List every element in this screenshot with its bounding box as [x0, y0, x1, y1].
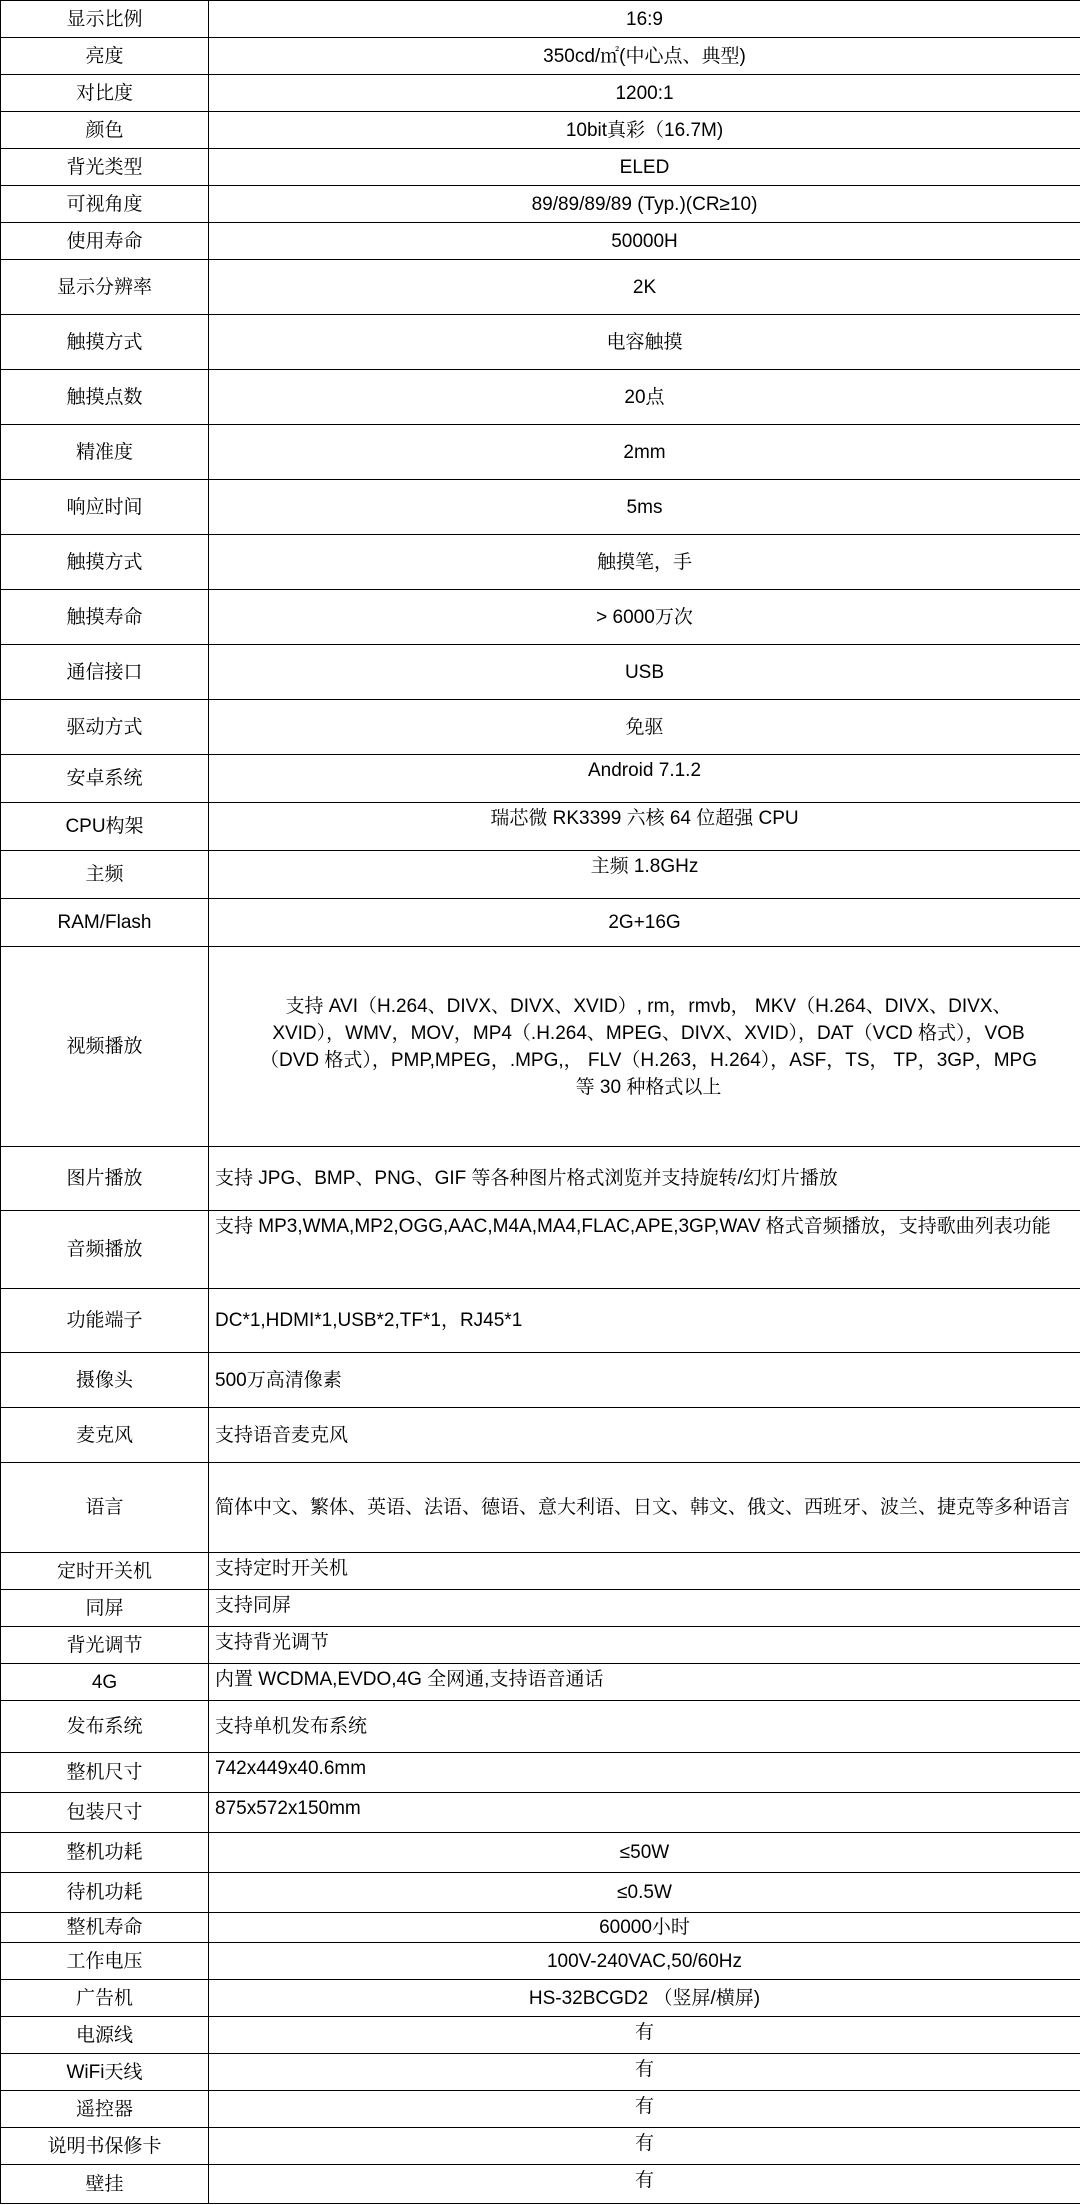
spec-value: > 6000万次 [209, 590, 1080, 645]
spec-label: 主频 [1, 851, 209, 899]
spec-label: 响应时间 [1, 480, 209, 535]
spec-value: 支持同屏 [209, 1590, 1080, 1627]
table-row [1, 1627, 1080, 1664]
table-row [1, 899, 1080, 947]
spec-label: 触摸点数 [1, 370, 209, 425]
table-row [1, 1353, 1080, 1408]
spec-label: 触摸方式 [1, 315, 209, 370]
spec-label: 视频播放 [1, 947, 209, 1147]
spec-value: 500万高清像素 [209, 1353, 1080, 1408]
spec-label: 说明书保修卡 [1, 2128, 209, 2165]
table-row [1, 223, 1080, 260]
spec-label: 可视角度 [1, 186, 209, 223]
table-row [1, 1590, 1080, 1627]
spec-value: Android 7.1.2 [209, 755, 1080, 803]
spec-value: 875x572x150mm [209, 1793, 1080, 1833]
spec-value: 60000小时 [209, 1913, 1080, 1943]
table-row [1, 260, 1080, 315]
spec-label: 功能端子 [1, 1289, 209, 1353]
spec-label: 图片播放 [1, 1147, 209, 1211]
spec-value: HS-32BCGD2 （竖屏/横屏) [209, 1980, 1080, 2017]
spec-label: 同屏 [1, 1590, 209, 1627]
table-row [1, 2128, 1080, 2165]
spec-value: 2mm [209, 425, 1080, 480]
spec-label: 触摸方式 [1, 535, 209, 590]
table-row [1, 1833, 1080, 1873]
spec-value: 有 [209, 2017, 1080, 2054]
spec-value: 支持 MP3,WMA,MP2,OGG,AAC,M4A,MA4,FLAC,APE,3GP,WAV 格式音频播放，支持歌曲列表功能 [209, 1211, 1080, 1289]
table-row [1, 1408, 1080, 1463]
spec-value: 有 [209, 2054, 1080, 2091]
spec-value: ≤50W [209, 1833, 1080, 1873]
spec-value: 50000H [209, 223, 1080, 260]
spec-value: 电容触摸 [209, 315, 1080, 370]
spec-label: 安卓系统 [1, 755, 209, 803]
table-row [1, 1463, 1080, 1553]
table-row [1, 1913, 1080, 1943]
table-row [1, 112, 1080, 149]
table-row [1, 1289, 1080, 1353]
spec-label: 显示比例 [1, 1, 209, 38]
spec-label: 背光类型 [1, 149, 209, 186]
spec-label: 通信接口 [1, 645, 209, 700]
table-row [1, 1, 1080, 38]
spec-value: 支持定时开关机 [209, 1553, 1080, 1590]
table-row [1, 645, 1080, 700]
spec-label: 壁挂 [1, 2165, 209, 2204]
spec-value: 742x449x40.6mm [209, 1753, 1080, 1793]
table-row [1, 1753, 1080, 1793]
table-row [1, 1701, 1080, 1753]
table-row [1, 315, 1080, 370]
spec-value: ELED [209, 149, 1080, 186]
spec-value: 20点 [209, 370, 1080, 425]
table-row [1, 1664, 1080, 1701]
table-row [1, 2165, 1080, 2204]
table-row [1, 1211, 1080, 1289]
spec-label: 使用寿命 [1, 223, 209, 260]
spec-label: CPU构架 [1, 803, 209, 851]
spec-label: 语言 [1, 1463, 209, 1553]
spec-label: WiFi天线 [1, 2054, 209, 2091]
spec-label: 驱动方式 [1, 700, 209, 755]
spec-label: 待机功耗 [1, 1873, 209, 1913]
spec-label: 背光调节 [1, 1627, 209, 1664]
spec-value: 简体中文、繁体、英语、法语、德语、意大利语、日文、韩文、俄文、西班牙、波兰、捷克等多种语言 [209, 1463, 1080, 1553]
table-row [1, 851, 1080, 899]
table-row [1, 1873, 1080, 1913]
spec-value: 触摸笔，手 [209, 535, 1080, 590]
spec-label: 音频播放 [1, 1211, 209, 1289]
table-row [1, 38, 1080, 75]
spec-value: 16:9 [209, 1, 1080, 38]
table-row [1, 1943, 1080, 1980]
spec-value: 350cd/㎡(中心点、典型) [209, 38, 1080, 75]
spec-value: 10bit真彩（16.7M) [209, 112, 1080, 149]
spec-label: 整机寿命 [1, 1913, 209, 1943]
spec-value: 2G+16G [209, 899, 1080, 947]
spec-value: 2K [209, 260, 1080, 315]
spec-value: 支持背光调节 [209, 1627, 1080, 1664]
spec-value: 5ms [209, 480, 1080, 535]
table-row [1, 1793, 1080, 1833]
spec-label: 精准度 [1, 425, 209, 480]
spec-label: 发布系统 [1, 1701, 209, 1753]
spec-value: 89/89/89/89 (Typ.)(CR≥10) [209, 186, 1080, 223]
spec-value: 支持单机发布系统 [209, 1701, 1080, 1753]
table-row [1, 1553, 1080, 1590]
spec-value: 内置 WCDMA,EVDO,4G 全网通,支持语音通话 [209, 1664, 1080, 1701]
spec-label: 遥控器 [1, 2091, 209, 2128]
spec-label: 颜色 [1, 112, 209, 149]
table-row [1, 149, 1080, 186]
table-row [1, 803, 1080, 851]
spec-value: USB [209, 645, 1080, 700]
spec-value: 有 [209, 2091, 1080, 2128]
table-row [1, 947, 1080, 1147]
spec-value: DC*1,HDMI*1,USB*2,TF*1，RJ45*1 [209, 1289, 1080, 1353]
table-row [1, 700, 1080, 755]
spec-label: 摄像头 [1, 1353, 209, 1408]
spec-value: ≤0.5W [209, 1873, 1080, 1913]
table-row [1, 2091, 1080, 2128]
spec-value: 支持 AVI（H.264、DIVX、DIVX、XVID）, rm，rmvb， MKV（H.264、DIVX、DIVX、XVID），WMV，MOV，MP4（.H.264、MPEG、DIVX、XVID），DAT（VCD 格式），VOB（DVD 格式），PMP,MPEG，.MPG,， FLV（H.263，H.264），ASF，TS， TP，3GP，MPG 等 30 种格式以上 [209, 947, 1080, 1147]
spec-label: 工作电压 [1, 1943, 209, 1980]
spec-label: 触摸寿命 [1, 590, 209, 645]
spec-value: 支持语音麦克风 [209, 1408, 1080, 1463]
spec-label: 显示分辨率 [1, 260, 209, 315]
spec-value: 100V-240VAC,50/60Hz [209, 1943, 1080, 1980]
spec-value: 有 [209, 2165, 1080, 2204]
spec-value: 主频 1.8GHz [209, 851, 1080, 899]
spec-label: 4G [1, 1664, 209, 1701]
spec-label: 对比度 [1, 75, 209, 112]
table-row [1, 370, 1080, 425]
spec-label: 定时开关机 [1, 1553, 209, 1590]
spec-value: 有 [209, 2128, 1080, 2165]
spec-value: 瑞芯微 RK3399 六核 64 位超强 CPU [209, 803, 1080, 851]
spec-label: 电源线 [1, 2017, 209, 2054]
spec-label: RAM/Flash [1, 899, 209, 947]
table-row [1, 590, 1080, 645]
spec-label: 亮度 [1, 38, 209, 75]
spec-label: 广告机 [1, 1980, 209, 2017]
spec-value: 1200:1 [209, 75, 1080, 112]
table-row [1, 2017, 1080, 2054]
table-row [1, 480, 1080, 535]
table-row [1, 2054, 1080, 2091]
table-row [1, 755, 1080, 803]
table-row [1, 1980, 1080, 2017]
spec-label: 整机功耗 [1, 1833, 209, 1873]
spec-label: 麦克风 [1, 1408, 209, 1463]
table-row [1, 535, 1080, 590]
table-row [1, 186, 1080, 223]
table-row [1, 425, 1080, 480]
spec-label: 整机尺寸 [1, 1753, 209, 1793]
spec-label: 包装尺寸 [1, 1793, 209, 1833]
table-row [1, 1147, 1080, 1211]
table-row [1, 75, 1080, 112]
spec-value: 免驱 [209, 700, 1080, 755]
spec-value: 支持 JPG、BMP、PNG、GIF 等各种图片格式浏览并支持旋转/幻灯片播放 [209, 1147, 1080, 1211]
